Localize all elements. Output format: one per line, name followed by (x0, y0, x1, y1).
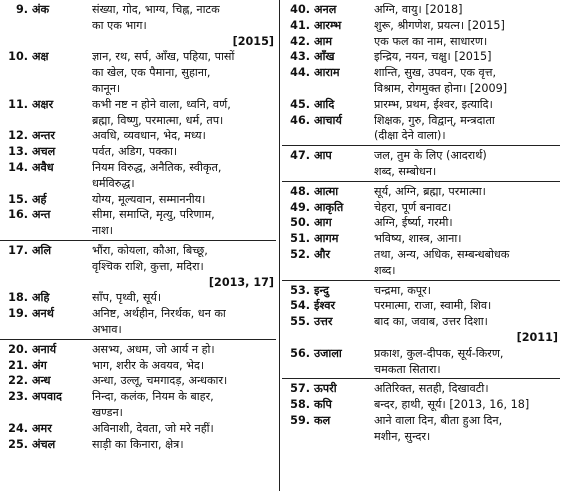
entry-meaning: शुरू, श्रीगणेश, प्रयत्न। [2015] (374, 18, 505, 32)
entry-meaning: योग्य, मूल्यवान, सम्माननीय। (92, 192, 206, 206)
entry-number: 58. (290, 398, 310, 412)
entry-meaning: चन्द्रमा, कपूर। (374, 283, 431, 297)
word-entry (282, 200, 560, 216)
word-entry (282, 397, 560, 413)
entry-meaning: पर्वत, अडिग, पक्का। (92, 145, 178, 159)
exam-year-tag: [2011] (516, 330, 558, 344)
entry-number: 18. (8, 291, 28, 305)
entry-separator (0, 240, 276, 241)
entry-meaning: साड़ी का किनारा, क्षेत्र। (92, 437, 184, 451)
entry-word: अर्ह (32, 192, 47, 206)
entry-meaning: अन्धा, उल्लू, चमगादड़, अन्धकार। (92, 374, 228, 388)
exam-year-tag: [2013, 17] (208, 275, 274, 289)
entry-word: अक्ष (32, 50, 49, 64)
word-entry (0, 342, 276, 358)
entry-word: आकृति (314, 200, 344, 214)
entry-number: 25. (8, 437, 28, 451)
entry-word: अनल (314, 3, 337, 16)
entry-word: ईश्वर (314, 299, 336, 313)
entry-meaning: शिक्षक, गुरु, विद्वान्, मन्त्रदाता (दीक्षा देने वाला)। (374, 113, 495, 143)
entry-word: अमर (32, 421, 52, 435)
entry-meaning: चेहरा, पूर्ण बनावट। (374, 200, 452, 214)
entry-word: अन्त (32, 208, 51, 222)
entry-meaning: अतिरिक्त, सतही, दिखावटी। (374, 382, 489, 396)
entry-word: और (314, 247, 331, 261)
entry-meaning: भविष्य, शास्त्र, आना। (374, 232, 462, 246)
entry-number: 21. (8, 358, 28, 372)
word-entry (0, 2, 276, 34)
word-entry (282, 97, 560, 113)
entry-word: आराम (314, 66, 340, 80)
word-entry (282, 49, 560, 65)
entry-meaning: भाग, शरीर के अवयव, भेद। (92, 358, 205, 372)
entry-word: अलि (32, 243, 52, 257)
entry-separator (282, 145, 560, 146)
word-entry (0, 97, 276, 129)
entry-number: 13. (8, 145, 28, 159)
entry-word: कल (314, 413, 331, 427)
word-entry (282, 18, 560, 34)
entry-meaning: बन्दर, हाथी, सूर्य। [2013, 16, 18] (374, 398, 530, 412)
word-entry (0, 421, 276, 437)
word-entry (0, 389, 276, 421)
word-entry (282, 2, 560, 18)
entry-separator (0, 339, 276, 340)
entry-meaning: सूर्य, अग्नि, ब्रह्मा, परमात्मा। (374, 184, 486, 198)
entry-number: 50. (290, 216, 310, 230)
entry-word: आरम्भ (314, 18, 342, 32)
entry-meaning: जल, तुम के लिए (आदरार्थ) शब्द, सम्बोधन। (374, 149, 487, 178)
word-entry (282, 381, 560, 397)
entry-word: अचल (32, 145, 56, 159)
entry-number: 55. (290, 315, 310, 329)
entry-word: ऊपरी (314, 382, 337, 396)
entry-number: 17. (8, 243, 28, 257)
entry-word: अनर्थ (32, 307, 54, 321)
entry-meaning: शान्ति, सुख, उपवन, एक वृत्त, विश्राम, रोगमुक्त होना। [2009] (374, 66, 508, 95)
entry-number: 24. (8, 421, 28, 435)
word-entry (282, 346, 560, 378)
entry-number: 57. (290, 382, 310, 396)
entry-word: अक्षर (32, 97, 54, 111)
word-entry (282, 113, 560, 145)
entry-word: आगम (314, 232, 339, 246)
entry-number: 45. (290, 97, 310, 111)
entry-number: 42. (290, 34, 310, 48)
entry-meaning: प्रकाश, कुल-दीपक, सूर्य-किरण, चमकता सितारा। (374, 346, 504, 376)
entry-meaning: भौंरा, कोयला, कौआ, बिच्छू, वृश्चिक राशि, कुत्ता, मदिरा। (92, 243, 208, 273)
word-entry (0, 160, 276, 192)
entry-word: उजाला (314, 346, 342, 360)
entry-meaning: अग्नि, वायु। [2018] (374, 3, 463, 16)
entry-meaning: कभी नष्ट न होने वाला, ध्वनि, वर्ण, ब्रह्मा, विष्णु, परमात्मा, धर्म, तप। (92, 97, 231, 127)
entry-number: 49. (290, 200, 310, 214)
entry-number: 54. (290, 299, 310, 313)
entry-number: 14. (8, 160, 28, 174)
entry-meaning: सीमा, समाप्ति, मृत्यु, परिणाम, नाश। (92, 208, 215, 238)
entry-word: आदि (314, 97, 335, 111)
entry-meaning: संख्या, गोद, भाग्य, चिह्न, नाटक का एक भाग। (92, 3, 220, 32)
word-entry (0, 243, 276, 275)
word-entry (0, 49, 276, 96)
word-entry (282, 247, 560, 279)
entry-number: 16. (8, 208, 28, 222)
entry-word: आत्मा (314, 184, 339, 198)
entry-number: 51. (290, 232, 310, 246)
entry-number: 48. (290, 184, 310, 198)
entry-number: 56. (290, 346, 310, 360)
entry-meaning: अनिष्ट, अर्थहीन, निरर्थक, धन का अभाव। (92, 307, 226, 336)
entry-word: अहि (32, 291, 50, 305)
entry-word: आचार्य (314, 113, 342, 127)
entry-number: 46. (290, 113, 310, 127)
entry-word: उत्तर (314, 315, 333, 329)
entry-number: 52. (290, 247, 310, 261)
entry-number: 12. (8, 129, 28, 143)
word-entry (0, 373, 276, 389)
word-entry (282, 148, 560, 180)
entry-separator (282, 378, 560, 379)
entry-word: अवैध (32, 160, 54, 174)
word-entry (282, 231, 560, 247)
entry-word: अन्ध (32, 374, 51, 388)
word-entry (0, 358, 276, 374)
entry-word: इन्दु (314, 283, 329, 297)
entry-word: कपि (314, 398, 332, 412)
word-entry (282, 413, 560, 445)
entry-number: 59. (290, 413, 310, 427)
word-entry (0, 128, 276, 144)
entry-word: आम (314, 34, 333, 48)
entry-word: आग (314, 216, 332, 230)
right-column (282, 2, 560, 445)
entry-meaning: अग्नि, ईर्ष्या, गरमी। (374, 216, 453, 230)
word-entry (282, 65, 560, 97)
entry-meaning: तथा, अन्य, अधिक, सम्बन्धबोधक शब्द। (374, 247, 510, 277)
word-entry (0, 144, 276, 160)
entry-meaning: प्रारम्भ, प्रथम, ईश्वर, इत्यादि। (374, 97, 493, 111)
entry-meaning: ज्ञान, रथ, सर्प, आँख, पहिया, पासों का खेल, एक पैमाना, सुहाना, कानून। (92, 50, 235, 95)
entry-word: अंग (32, 358, 47, 372)
entry-number: 47. (290, 149, 310, 163)
entry-number: 11. (8, 97, 28, 111)
word-entry (282, 283, 560, 299)
word-entry (0, 306, 276, 338)
entry-word: आँख (314, 50, 335, 64)
column-divider (279, 0, 280, 491)
entry-word: अनार्य (32, 342, 57, 356)
exam-year-tag: [2015] (232, 34, 274, 48)
entry-number: 15. (8, 192, 28, 206)
entry-word: अन्तर (32, 129, 55, 143)
entry-number: 10. (8, 50, 28, 64)
entry-meaning: नियम विरुद्ध, अनैतिक, स्वीकृत, धर्मविरुद्ध। (92, 160, 222, 190)
word-entry (0, 192, 276, 208)
word-entry (0, 290, 276, 306)
entry-meaning: साँप, पृथ्वी, सूर्य। (92, 291, 162, 305)
entry-separator (282, 280, 560, 281)
word-entry (0, 437, 276, 453)
entry-separator (282, 181, 560, 182)
entry-number: 44. (290, 66, 310, 80)
entry-word: आप (314, 149, 332, 163)
entry-number: 53. (290, 283, 310, 297)
entry-meaning: एक फल का नाम, साधारण। (374, 34, 488, 48)
entry-number: 23. (8, 390, 28, 404)
entry-meaning: इन्द्रिय, नयन, चक्षु। [2015] (374, 50, 492, 64)
left-column (0, 2, 276, 452)
entry-number: 9. (15, 3, 28, 16)
entry-number: 43. (290, 50, 310, 64)
entry-word: अंक (32, 3, 50, 16)
word-entry (282, 314, 560, 330)
entry-number: 20. (8, 342, 28, 356)
entry-number: 19. (8, 307, 28, 321)
word-entry (282, 298, 560, 314)
word-entry (282, 215, 560, 231)
word-entry (282, 34, 560, 50)
entry-meaning: निन्दा, कलंक, नियम के बाहर, खण्डन। (92, 390, 214, 419)
entry-number: 22. (8, 374, 28, 388)
word-entry (0, 207, 276, 239)
entry-number: 40. (290, 3, 310, 16)
entry-meaning: अवधि, व्यवधान, भेद, मध्य। (92, 129, 206, 143)
entry-meaning: आने वाला दिन, बीता हुआ दिन, मशीन, सुन्दर। (374, 413, 503, 443)
entry-number: 41. (290, 18, 310, 32)
entry-meaning: परमात्मा, राजा, स्वामी, शिव। (374, 299, 492, 313)
word-entry (282, 184, 560, 200)
entry-word: अंचल (32, 437, 56, 451)
entry-meaning: अविनाशी, देवता, जो मरे नहीं। (92, 421, 214, 435)
entry-word: अपवाद (32, 390, 62, 404)
entry-meaning: असभ्य, अधम, जो आर्य न हो। (92, 342, 215, 356)
entry-meaning: बाद का, जवाब, उत्तर दिशा। (374, 315, 488, 329)
